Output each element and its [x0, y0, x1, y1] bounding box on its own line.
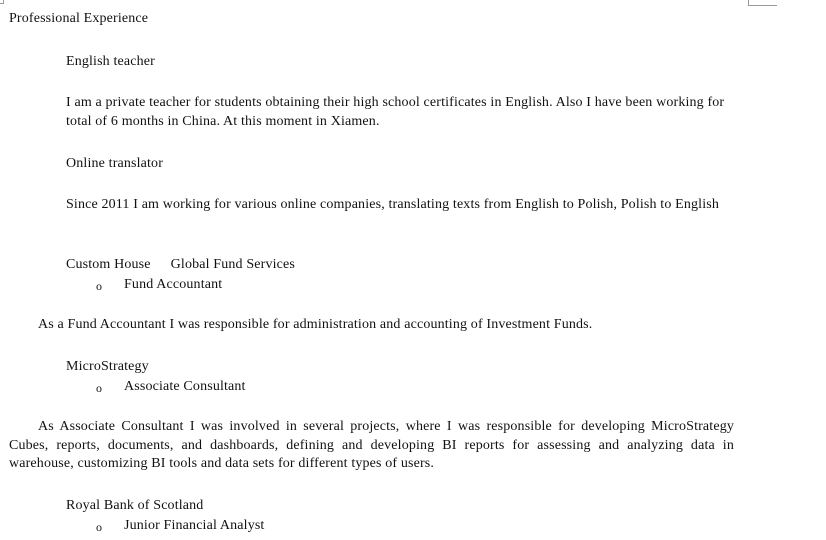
job-description-online-translator: Since 2011 I am working for various online companies, translating texts from English to Polish, Polish to English: [66, 197, 719, 212]
job-description-english-teacher: I am a private teacher for students obtaining their high school certificates in English. Also I have been working for total of 6 months in China. At this moment in Xiamen.: [66, 95, 725, 129]
job-description-associate-consultant: As Associate Consultant I was involved in several projects, where I was responsible for developing MicroStrategy Cubes, reports, documents, and dashboards, defining and developing BI reports for assessing and analyzing data in warehouse, customizing BI tools and data sets for different types of users.: [9, 419, 734, 471]
list-bullet: o: [96, 520, 102, 534]
page-corner-marker-left: [0, 0, 4, 4]
page-corner-marker-right: [748, 0, 777, 6]
company-detail: Global Fund Services: [170, 257, 295, 272]
job-company-microstrategy: MicroStrategy: [66, 359, 149, 374]
job-role-fund-accountant: Fund Accountant: [124, 277, 223, 292]
list-bullet: o: [96, 279, 102, 293]
job-company-royal-bank-of-scotland: Royal Bank of Scotland: [66, 498, 204, 513]
section-heading: Professional Experience: [9, 11, 149, 26]
job-role-associate-consultant: Associate Consultant: [124, 379, 246, 394]
job-title-online-translator: Online translator: [66, 156, 164, 171]
list-bullet: o: [96, 381, 102, 395]
job-role-junior-financial-analyst: Junior Financial Analyst: [124, 518, 265, 533]
company-name: Custom House: [66, 257, 151, 272]
job-description-fund-accountant: As a Fund Accountant I was responsible for administration and accounting of Investment Funds.: [38, 317, 593, 332]
job-company-custom-house: [66, 256, 295, 274]
job-title-english-teacher: English teacher: [66, 54, 155, 69]
